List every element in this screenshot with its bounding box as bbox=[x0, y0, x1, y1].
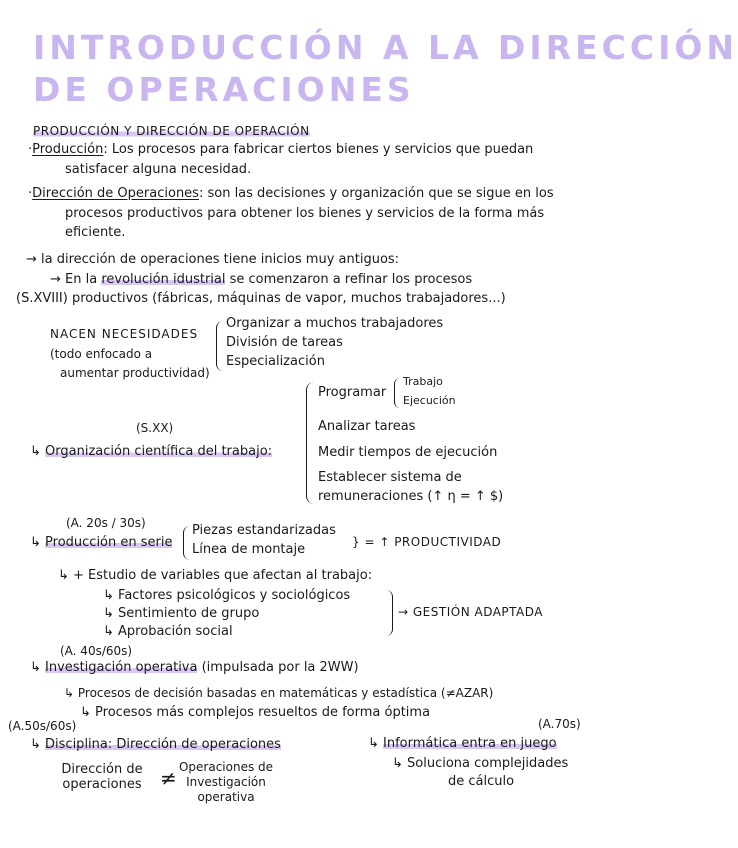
arrow-return-icon: ↳ bbox=[30, 535, 46, 550]
serie-label: ↳ Producción en serie bbox=[30, 535, 173, 550]
section-heading: PRODUCCIÓN Y DIRECCIÓN DE OPERACIÓN bbox=[33, 124, 310, 138]
investigacion-label: ↳ Investigación operativa (impulsada por la 2WW) bbox=[30, 660, 359, 675]
page-title-line2: DE OPERACIONES bbox=[33, 70, 415, 109]
programar-sub-1: Trabajo bbox=[403, 375, 443, 388]
direccion-term: Dirección de Operaciones bbox=[32, 186, 199, 201]
org-era: (S.XX) bbox=[136, 421, 174, 435]
serie-era: (A. 20s / 30s) bbox=[66, 516, 146, 530]
arrow-right-icon: → bbox=[50, 272, 66, 287]
necesidades-item-2: División de tareas bbox=[226, 335, 343, 350]
investigacion-line-2: ↳ Procesos más complejos resueltos de forma óptima bbox=[80, 705, 431, 720]
informatica-era: (A.70s) bbox=[538, 717, 581, 731]
informatica-line-1: ↳ Soluciona complejidades bbox=[392, 756, 569, 771]
necesidades-item-1: Organizar a muchos trabajadores bbox=[226, 316, 444, 331]
disciplina-era: (A.50s/60s) bbox=[8, 719, 77, 733]
history-line-1: → la dirección de operaciones tiene inicios muy antiguos: bbox=[26, 252, 400, 267]
org-item-2: Medir tiempos de ejecución bbox=[318, 445, 498, 460]
org-item-4: remuneraciones (↑ η = ↑ $) bbox=[318, 489, 504, 504]
programar-label: Programar bbox=[318, 385, 387, 400]
produccion-term: Producción bbox=[32, 142, 104, 157]
page-title-line1: INTRODUCCIÓN A LA DIRECCIÓN bbox=[33, 28, 738, 67]
serie-item-1: Piezas estandarizadas bbox=[192, 523, 336, 538]
serie-result: } = ↑ PRODUCTIVIDAD bbox=[352, 535, 502, 549]
produccion-def-2: satisfacer alguna necesidad. bbox=[65, 162, 252, 177]
brace-icon bbox=[183, 526, 190, 560]
direccion-def-3: eficiente. bbox=[65, 225, 126, 240]
history-line-2: → En la revolución idustrial se comenzaron a refinar los procesos bbox=[50, 272, 473, 287]
estudio-line: ↳ + Estudio de variables que afectan al trabajo: bbox=[58, 568, 373, 583]
estudio-item-2: ↳ Sentimiento de grupo bbox=[103, 606, 260, 621]
direccion-definition: ·Dirección de Operaciones: son las decisiones y organización que se sigue en los bbox=[28, 186, 554, 201]
necesidades-item-3: Especialización bbox=[226, 354, 325, 369]
direccion-def-2: procesos productivos para obtener los bienes y servicios de la forma más bbox=[65, 206, 545, 221]
org-item-3: Establecer sistema de bbox=[318, 470, 462, 485]
necesidades-label: NACEN NECESIDADES bbox=[50, 327, 199, 341]
brace-icon bbox=[394, 378, 400, 408]
history-line-3: (S.XVIII) productivos (fábricas, máquinas de vapor, muchos trabajadores...) bbox=[16, 291, 506, 306]
arrow-return-icon: ↳ bbox=[80, 705, 96, 720]
necesidades-note-2: aumentar productividad) bbox=[60, 366, 210, 380]
informatica-label: ↳ Informática entra en juego bbox=[368, 736, 557, 751]
estudio-item-3: ↳ Aprobación social bbox=[103, 624, 233, 639]
programar-sub-2: Ejecución bbox=[403, 394, 456, 407]
arrow-return-icon: ↳ bbox=[30, 660, 46, 675]
arrow-return-icon: ↳ bbox=[64, 686, 78, 700]
disciplina-label: ↳ Disciplina: Dirección de operaciones bbox=[30, 737, 281, 752]
produccion-definition: ·Producción: Los procesos para fabricar ciertos bienes y servicios que puedan bbox=[28, 142, 534, 157]
not-equal-icon: ≠ bbox=[160, 766, 177, 790]
brace-icon bbox=[306, 382, 315, 504]
informatica-line-2: de cálculo bbox=[448, 774, 515, 789]
arrow-return-icon: ↳ bbox=[58, 568, 74, 583]
arrow-right-icon: → bbox=[26, 252, 42, 267]
direccion-def-1: : son las decisiones y organización que se sigue en los bbox=[198, 186, 554, 201]
arrow-return-icon: ↳ bbox=[103, 588, 119, 603]
investigacion-line-1: ↳ Procesos de decisión basadas en matemáticas y estadística (≠AZAR) bbox=[64, 686, 494, 700]
org-cientifica-label: ↳ Organización científica del trabajo: bbox=[30, 444, 273, 459]
arrow-return-icon: ↳ bbox=[30, 444, 46, 459]
estudio-item-1: ↳ Factores psicológicos y sociológicos bbox=[103, 588, 351, 603]
disciplina-left: Dirección de operaciones bbox=[61, 762, 143, 792]
serie-item-2: Línea de montaje bbox=[192, 542, 306, 557]
disciplina-right: Operaciones de Investigación operativa bbox=[178, 760, 274, 804]
org-item-1: Analizar tareas bbox=[318, 419, 416, 434]
brace-icon bbox=[216, 321, 223, 371]
arrow-return-icon: ↳ bbox=[103, 606, 119, 621]
produccion-def-1: : Los procesos para fabricar ciertos bienes y servicios que puedan bbox=[103, 142, 534, 157]
arrow-right-icon: → bbox=[398, 605, 413, 619]
brace-icon bbox=[386, 590, 393, 636]
estudio-result: → GESTIÓN ADAPTADA bbox=[398, 605, 544, 619]
arrow-return-icon: ↳ bbox=[103, 624, 119, 639]
investigacion-era: (A. 40s/60s) bbox=[60, 644, 133, 658]
arrow-return-icon: ↳ bbox=[368, 736, 384, 751]
arrow-return-icon: ↳ bbox=[392, 756, 408, 771]
arrow-return-icon: ↳ bbox=[30, 737, 46, 752]
necesidades-note-1: (todo enfocado a bbox=[50, 347, 153, 361]
